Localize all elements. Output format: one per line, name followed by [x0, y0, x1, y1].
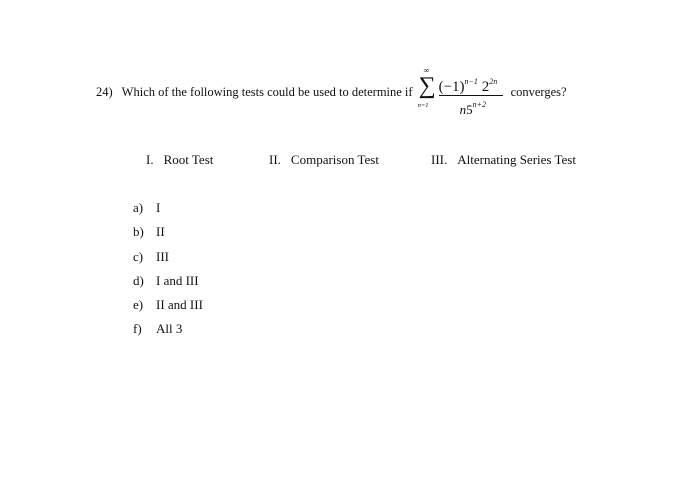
option-f: [133, 317, 203, 341]
option-letter: a): [133, 200, 144, 215]
test-numeral: I.: [146, 152, 154, 167]
option-letter: b): [133, 224, 144, 240]
series-formula: [417, 62, 505, 122]
option-text: I: [156, 200, 161, 215]
option-e: [133, 293, 203, 317]
option-text: II and III: [156, 297, 203, 313]
fraction-bar: [439, 95, 503, 96]
option-text: All 3: [156, 321, 183, 337]
option-letter: f): [133, 321, 142, 337]
test-numeral: II.: [269, 152, 281, 167]
numerator-two: 2: [481, 79, 490, 95]
option-a: [133, 196, 203, 220]
numerator-exponent-1: n−1: [464, 77, 478, 86]
option-text: I and III: [156, 272, 199, 288]
summation: [417, 66, 439, 114]
question-line: [96, 62, 567, 122]
test-label: Root Test: [163, 152, 214, 167]
sum-upper-limit: ∞: [423, 66, 430, 75]
denominator-n: n: [459, 102, 467, 117]
numerator-exponent-2: 2n: [489, 77, 498, 86]
test-numeral: III.: [431, 152, 448, 167]
numerator-base: (−1): [438, 79, 465, 95]
option-letter: e): [133, 297, 144, 313]
option-d: [133, 269, 203, 293]
question-suffix: converges?: [510, 84, 567, 99]
test-label: Comparison Test: [290, 152, 379, 167]
option-text: III: [156, 248, 169, 264]
denominator-exponent: n+2: [472, 100, 486, 109]
sigma-symbol: ∑: [418, 73, 436, 99]
answer-options: [133, 196, 203, 342]
option-c: [133, 245, 203, 269]
option-letter: c): [133, 248, 144, 264]
option-b: [133, 220, 203, 244]
question-text: Which of the following tests could be used to determine if: [121, 84, 413, 99]
option-letter: d): [133, 272, 144, 288]
test-item-1: [146, 152, 213, 168]
test-label: Alternating Series Test: [457, 152, 576, 167]
test-item-2: [269, 152, 379, 168]
sum-lower-limit: n=1: [417, 102, 429, 109]
fraction-denominator: [460, 98, 486, 117]
test-item-3: [431, 152, 576, 168]
question-number: 24): [96, 84, 113, 99]
option-text: II: [156, 224, 165, 240]
denominator-base: 5: [466, 102, 473, 117]
fraction-numerator: [439, 74, 498, 95]
